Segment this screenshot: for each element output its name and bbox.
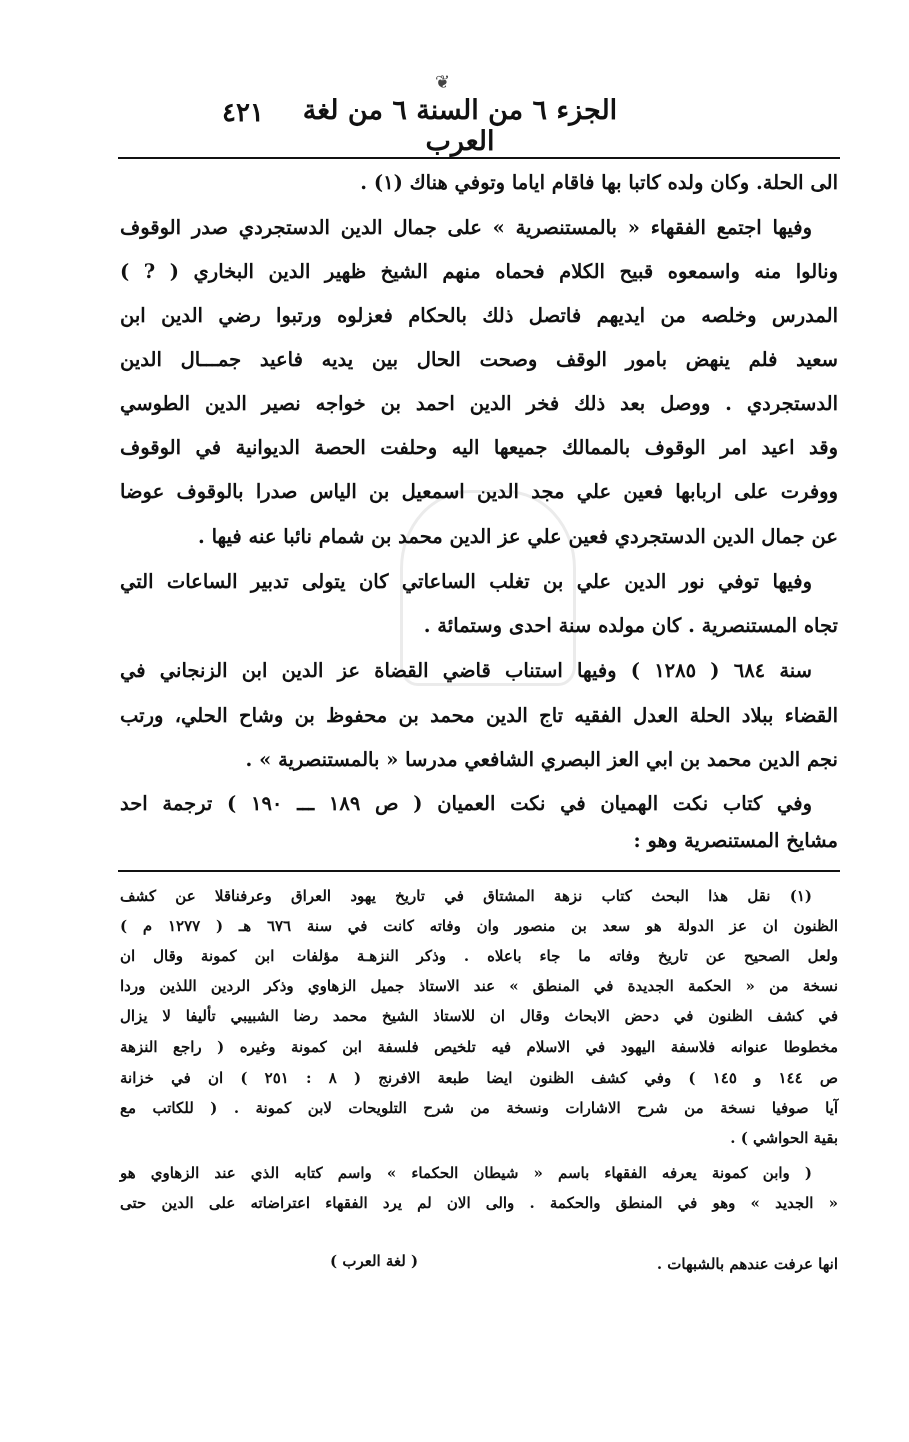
footnote-line: نسخة من « الحكمة الجديدة في المنطق » عند الاستاذ جميل الزهاوي وذكر الردين اللذين وردا bbox=[120, 977, 838, 995]
footnote-line: ( وابن كمونة يعرفه الفقهاء باسم « شيطان الحكماء » واسم كتابه الذي عند الزهاوي هو bbox=[120, 1164, 812, 1182]
footnote-line: الظنون ان عز الدولة هو سعد بن منصور وان وفاته كانت في سنة ٦٧٦ هـ ( ١٢٧٧ م ) bbox=[120, 917, 838, 935]
text-line: ووفرت على اربابها فعين علي مجد الدين اسمعيل بن الياس صدرا بالوقوف عوضا bbox=[120, 480, 838, 503]
header-ornament: ❦ bbox=[435, 72, 451, 93]
text-line: وفيها اجتمع الفقهاء « بالمستنصرية » على جمال الدين الدستجردي صدر الوقوف bbox=[120, 216, 812, 239]
text-line: المدرس وخلصه من ايديهم فاتصل ذلك بالحكام فعزلوه ورتبوا رضي الدين ابن bbox=[120, 304, 838, 327]
text-line: سنة ٦٨٤ ( ١٢٨٥ ) وفيها استناب قاضي القضاة عز الدين ابن الزنجاني في bbox=[120, 659, 813, 682]
text-line: وقد اعيد امر الوقوف بالممالك جميعها اليه وحلفت الحصة الديوانية في الوقوف bbox=[120, 436, 838, 459]
running-header-title: الجزء ٦ من السنة ٦ من لغة العرب bbox=[302, 95, 618, 157]
footnote-line: في كشف الظنون في دحض الابحاث وقال ان للاستاذ الشيخ محمد رضا الشبيبي تأليفا لا يزال bbox=[120, 1007, 838, 1025]
text-line: عن جمال الدين الدستجردي فعين علي عز الدين محمد بن شمام نائبا عنه فيها . bbox=[198, 525, 838, 548]
footnote-line: آيا صوفيا نسخة من شرح الاشارات ونسخة من شرح التلويحات لابن كمونة . ( للكاتب مع bbox=[120, 1099, 838, 1117]
page-number: ٤٢١ bbox=[222, 98, 264, 128]
text-line: وفيها توفي نور الدين علي بن تغلب الساعاتي كان يتولى تدبير الساعات التي bbox=[120, 570, 812, 593]
footnote-line: « الجديد » وهو في المنطق والحكمة . والى الان لم يرد الفقهاء اعتراضاته على الدين حتى bbox=[120, 1194, 838, 1212]
footnote-signature: ( لغة العرب ) bbox=[330, 1252, 419, 1270]
footnote-line: انها عرفت عندهم بالشبهات . bbox=[656, 1255, 838, 1273]
footnote-line: (١) نقل هذا البحث كتاب نزهة المشتاق في تاريخ يهود العراق وعرفناقلا عن كشف bbox=[120, 887, 812, 905]
footnote-rule bbox=[118, 870, 840, 872]
text-line: تجاه المستنصرية . كان مولده سنة احدى وستمائة . bbox=[423, 614, 838, 637]
footnote-line: ص ١٤٤ و ١٤٥ ) وفي كشف الظنون ايضا طبعة الافرنج ( ٨ : ٢٥١ ) ان في خزانة bbox=[120, 1069, 838, 1087]
footnote-line: مخطوطا عنوانه فلاسفة اليهود في الاسلام فيه تلخيص فلسفة ابن كمونة وغيره ( راجع النزهة bbox=[120, 1038, 838, 1056]
text-line: مشايخ المستنصرية وهو : bbox=[633, 829, 838, 852]
text-line: وفي كتاب نكت الهميان في نكت العميان ( ص ١٨٩ ـــ ١٩٠ ) ترجمة احد bbox=[120, 792, 812, 815]
text-line: القضاء ببلاد الحلة العدل الفقيه تاج الدين محمد بن محفوظ بن وشاح الحلي، ورتب bbox=[120, 704, 838, 727]
text-line: نجم الدين محمد بن ابي العز البصري الشافعي مدرسا « بالمستنصرية » . bbox=[245, 748, 838, 771]
text-line: ونالوا منه واسمعوه قبيح الكلام فحماه منهم الشيخ ظهير الدين البخاري ( ? ) bbox=[120, 260, 838, 283]
footnote-line: ولعل الصحيح عن تاريخ وفاته ما جاء باعلاه . وذكر النزهـة مؤلفات ابن كمونة وقال ان bbox=[120, 947, 838, 965]
text-line: الدستجردي . ووصل بعد ذلك فخر الدين احمد بن خواجه نصير الدين الطوسي bbox=[120, 392, 838, 415]
header-rule bbox=[118, 157, 840, 159]
footnote-line: بقية الحواشي ) . bbox=[730, 1129, 838, 1147]
text-line: الى الحلة. وكان ولده كاتبا بها فاقام اياما وتوفي هناك (١) . bbox=[360, 171, 838, 194]
text-line: سعيد فلم ينهض بامور الوقف وصحت الحال بين يديه فاعيد جمـــال الدين bbox=[120, 348, 838, 371]
